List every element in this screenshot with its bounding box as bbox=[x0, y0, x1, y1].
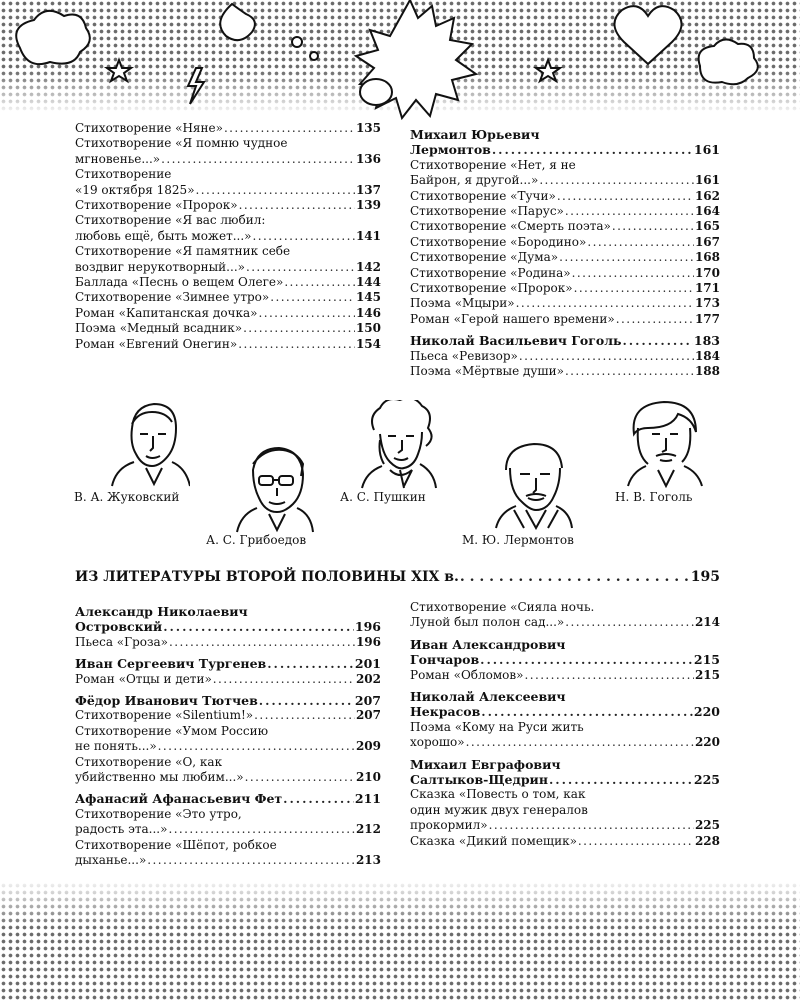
page-number: 201 bbox=[354, 656, 381, 672]
toc-entry-title: любовь ещё, быть может...» bbox=[75, 228, 252, 243]
toc-entry[interactable] bbox=[75, 136, 381, 167]
page-number: 171 bbox=[694, 281, 720, 296]
toc-entry-row bbox=[75, 739, 381, 754]
dot-small-icon bbox=[310, 52, 318, 60]
toc-entry-title: Афанасий Афанасьевич Фет bbox=[75, 791, 283, 807]
leader-dots bbox=[246, 260, 355, 275]
page-number: 144 bbox=[355, 275, 381, 290]
toc-entry-title: Байрон, я другой...» bbox=[410, 173, 539, 188]
toc-entry[interactable] bbox=[410, 158, 720, 189]
drop-icon bbox=[220, 4, 255, 40]
leader-dots bbox=[460, 569, 690, 585]
page-number: 183 bbox=[693, 333, 720, 349]
toc-entry-row bbox=[410, 772, 720, 787]
page-number: 173 bbox=[694, 296, 720, 311]
toc-entry-title: Роман «Отцы и дети» bbox=[75, 671, 212, 686]
toc-entry[interactable] bbox=[75, 807, 381, 838]
comic-shapes-decoration bbox=[0, 0, 800, 120]
leader-dots bbox=[158, 739, 355, 754]
toc-entry[interactable] bbox=[75, 213, 381, 244]
toc-entry[interactable] bbox=[75, 121, 381, 136]
toc-entry-title: Поэма «Мцыри» bbox=[410, 296, 515, 311]
toc-entry-row bbox=[75, 121, 381, 136]
toc-entry-title: Поэма «Мёртвые души» bbox=[410, 364, 564, 379]
leader-dots bbox=[267, 656, 354, 671]
toc-entry-title: Николай Васильевич Гоголь bbox=[410, 333, 622, 349]
leader-dots bbox=[489, 818, 694, 833]
leader-dots bbox=[224, 121, 355, 136]
toc-entry-title-line: Стихотворение «Я помню чудное bbox=[75, 136, 288, 151]
toc-entry-title-line: Стихотворение «Умом Россию bbox=[75, 723, 269, 738]
page-number: 220 bbox=[694, 735, 720, 750]
toc-entry-title: Стихотворение «Смерть поэта» bbox=[410, 219, 611, 234]
page-number: 162 bbox=[694, 188, 720, 203]
toc-entry-row bbox=[410, 250, 720, 265]
lightning-icon bbox=[188, 68, 204, 104]
toc-entry[interactable] bbox=[75, 321, 381, 336]
caption-gogol: Н. В. Гоголь bbox=[615, 490, 693, 504]
toc-entry-title: Стихотворение «Парус» bbox=[410, 204, 564, 219]
toc-author-heading[interactable] bbox=[410, 333, 720, 348]
toc-entry[interactable] bbox=[410, 266, 720, 281]
toc-entry-row bbox=[410, 735, 720, 750]
toc-entry-title-line: Михаил Юрьевич bbox=[410, 127, 540, 142]
toc-entry-title: Луной был полон сад...» bbox=[410, 615, 565, 630]
leader-dots bbox=[147, 853, 355, 868]
toc-entry-title: Стихотворение «Пророк» bbox=[410, 281, 573, 296]
toc-entry[interactable] bbox=[410, 189, 720, 204]
toc-entry-row bbox=[75, 672, 381, 687]
page-number: 136 bbox=[355, 151, 381, 166]
page-number: 170 bbox=[694, 265, 720, 280]
page-number: 150 bbox=[355, 321, 381, 336]
leader-dots bbox=[238, 337, 355, 352]
leader-dots bbox=[466, 735, 694, 750]
toc-entry-row bbox=[75, 229, 381, 244]
dot-icon bbox=[292, 37, 302, 47]
toc-entry-row bbox=[75, 635, 381, 650]
leader-dots bbox=[253, 229, 355, 244]
page-number: 167 bbox=[694, 234, 720, 249]
toc-entry-row bbox=[75, 853, 381, 868]
leader-dots bbox=[557, 189, 694, 204]
page-number: 214 bbox=[694, 615, 720, 630]
toc-entry-row bbox=[75, 152, 381, 167]
leader-dots bbox=[492, 142, 693, 157]
page-number: 135 bbox=[355, 121, 381, 135]
toc-entry-row bbox=[410, 296, 720, 311]
page-number: 139 bbox=[355, 198, 381, 213]
toc-entry-row bbox=[410, 312, 720, 327]
toc-entry[interactable] bbox=[410, 787, 720, 833]
toc-entry-title: Стихотворение «Родина» bbox=[410, 265, 571, 280]
toc-entry[interactable] bbox=[75, 337, 381, 352]
leader-dots bbox=[480, 652, 693, 667]
toc-entry-title-line: Стихотворение «Нет, я не bbox=[410, 157, 576, 172]
toc-author-heading[interactable] bbox=[75, 604, 381, 635]
toc-entry-title: Роман «Капитанская дочка» bbox=[75, 305, 258, 320]
toc-entry-row bbox=[410, 333, 720, 348]
leader-dots bbox=[572, 266, 694, 281]
toc-entry-title: Фёдор Иванович Тютчев bbox=[75, 693, 258, 709]
toc-entry[interactable] bbox=[410, 834, 720, 849]
toc-entry-row bbox=[410, 173, 720, 188]
halftone-bottom-fade bbox=[0, 878, 800, 928]
toc-entry-title-line: Стихотворение «О, как bbox=[75, 754, 223, 769]
toc-entry-row bbox=[75, 337, 381, 352]
leader-dots bbox=[163, 619, 354, 634]
toc-entry[interactable] bbox=[75, 635, 381, 650]
toc-entry[interactable] bbox=[410, 250, 720, 265]
page-number: 141 bbox=[355, 228, 381, 243]
leader-dots bbox=[578, 834, 694, 849]
toc-entry-row bbox=[75, 198, 381, 213]
toc-entry[interactable] bbox=[410, 235, 720, 250]
page-number: 209 bbox=[355, 739, 381, 754]
toc-entry-title-line: Александр Николаевич bbox=[75, 604, 248, 619]
page-number: 207 bbox=[355, 708, 381, 723]
toc-entry-row bbox=[75, 275, 381, 290]
page-number: 137 bbox=[355, 182, 381, 197]
gogol-portrait bbox=[624, 398, 704, 488]
toc-entry-row bbox=[410, 818, 720, 833]
leader-dots bbox=[245, 770, 355, 785]
toc-entry[interactable] bbox=[410, 668, 720, 683]
leader-dots bbox=[168, 822, 354, 837]
page-number: 142 bbox=[355, 259, 381, 274]
toc-entry[interactable] bbox=[75, 724, 381, 755]
toc-entry-title-line: Михаил Евграфович bbox=[410, 756, 561, 772]
page-number: 225 bbox=[693, 772, 720, 788]
toc-entry-title-line: один мужик двух генералов bbox=[410, 802, 588, 817]
toc-entry-row bbox=[75, 619, 381, 634]
caption-zhukovsky: В. А. Жуковский bbox=[74, 490, 180, 504]
toc-entry-title: Роман «Обломов» bbox=[410, 667, 524, 682]
toc-author-heading[interactable] bbox=[75, 656, 381, 671]
toc-entry-row bbox=[410, 652, 720, 667]
toc-entry-title: воздвиг нерукотворный...» bbox=[75, 259, 245, 274]
toc-author-heading[interactable] bbox=[410, 637, 720, 668]
toc-entry-row bbox=[410, 219, 720, 234]
toc-entry-row bbox=[410, 189, 720, 204]
star-icon bbox=[107, 60, 131, 81]
toc-entry-row bbox=[75, 306, 381, 321]
toc-entry-title: Островский bbox=[75, 619, 163, 635]
page-number: 168 bbox=[694, 250, 720, 265]
leader-dots bbox=[519, 349, 694, 364]
page-number: 161 bbox=[694, 173, 720, 188]
toc-entry[interactable] bbox=[410, 219, 720, 234]
toc-entry-title: Стихотворение «Зимнее утро» bbox=[75, 290, 270, 305]
leader-dots bbox=[623, 333, 693, 348]
toc-entry-row bbox=[75, 770, 381, 785]
leader-dots bbox=[258, 306, 354, 321]
page-number: 210 bbox=[355, 770, 381, 785]
toc-entry-row bbox=[410, 235, 720, 250]
star-right-icon bbox=[536, 60, 560, 81]
toc-entry[interactable] bbox=[75, 708, 381, 723]
toc-entry-title-line: Николай Алексеевич bbox=[410, 689, 566, 705]
toc-entry-title: Баллада «Песнь о вещем Олеге» bbox=[75, 275, 284, 290]
toc-entry-row bbox=[410, 615, 720, 630]
toc-entry-title-line: Стихотворение «Я памятник себе bbox=[75, 244, 291, 259]
toc-entry[interactable] bbox=[75, 755, 381, 786]
toc-entry-row bbox=[410, 266, 720, 281]
cloud-small-icon bbox=[699, 39, 758, 84]
griboedov-portrait bbox=[235, 444, 315, 534]
toc-entry[interactable] bbox=[75, 244, 381, 275]
page-number: 164 bbox=[694, 204, 720, 219]
toc-entry[interactable] bbox=[75, 167, 381, 198]
page-number: 202 bbox=[355, 671, 381, 686]
page-number: 161 bbox=[693, 142, 720, 158]
leader-dots bbox=[254, 708, 355, 723]
toc-author-heading[interactable] bbox=[410, 757, 720, 788]
toc-entry[interactable] bbox=[410, 364, 720, 379]
leader-dots bbox=[525, 668, 694, 683]
leader-dots bbox=[213, 672, 355, 687]
toc-entry-title: радость эта...» bbox=[75, 822, 168, 837]
toc-entry-title: Стихотворение «Дума» bbox=[410, 250, 559, 265]
toc-author-heading[interactable] bbox=[410, 127, 720, 158]
toc-entry-row bbox=[75, 693, 381, 708]
toc-entry-title: прокормил» bbox=[410, 818, 488, 833]
leader-dots bbox=[243, 321, 355, 336]
toc-entry-row bbox=[75, 260, 381, 275]
toc-entry-title-line: Стихотворение «Сияла ночь. bbox=[410, 600, 595, 614]
page-number: 188 bbox=[694, 364, 720, 379]
toc-entry-title: Салтыков-Щедрин bbox=[410, 772, 548, 788]
toc-entry-row bbox=[75, 183, 381, 198]
leader-dots bbox=[239, 198, 355, 213]
toc-entry-row bbox=[75, 791, 381, 806]
page-number: 228 bbox=[694, 833, 720, 848]
leader-dots bbox=[549, 772, 693, 787]
leader-dots bbox=[516, 296, 694, 311]
toc-entry-title: мгновенье...» bbox=[75, 151, 161, 166]
toc-entry-title: Сказка «Дикий помещик» bbox=[410, 833, 577, 848]
toc-entry-row bbox=[75, 290, 381, 305]
leader-dots bbox=[574, 281, 694, 296]
toc-entry-row bbox=[410, 281, 720, 296]
toc-entry-title: Стихотворение «Silentium!» bbox=[75, 708, 254, 723]
leader-dots bbox=[565, 364, 694, 379]
section-title-row[interactable] bbox=[75, 569, 720, 585]
toc-entry[interactable] bbox=[75, 275, 381, 290]
page-number: 213 bbox=[355, 853, 381, 868]
toc-column-1 bbox=[75, 121, 381, 352]
leader-dots bbox=[616, 312, 694, 327]
page-number: 225 bbox=[694, 818, 720, 833]
toc-entry[interactable] bbox=[75, 838, 381, 869]
toc-entry-title: Стихотворение «Тучи» bbox=[410, 188, 556, 203]
toc-entry-row bbox=[75, 656, 381, 671]
toc-entry[interactable] bbox=[410, 349, 720, 364]
page-number: 211 bbox=[354, 791, 381, 807]
toc-entry-row bbox=[410, 704, 720, 719]
toc-entry-title: Роман «Евгений Онегин» bbox=[75, 336, 238, 351]
toc-entry-title-line: Стихотворение «Я вас любил: bbox=[75, 213, 266, 228]
toc-column-3 bbox=[75, 598, 381, 869]
leader-dots bbox=[270, 290, 355, 305]
toc-entry-title: Пьеса «Гроза» bbox=[75, 634, 169, 649]
toc-entry-row bbox=[410, 364, 720, 379]
toc-entry-title: Гончаров bbox=[410, 652, 480, 668]
toc-entry[interactable] bbox=[410, 720, 720, 751]
toc-author-heading[interactable] bbox=[410, 689, 720, 720]
toc-entry-title: «19 октября 1825» bbox=[75, 182, 195, 197]
toc-author-heading[interactable] bbox=[75, 791, 381, 806]
toc-entry[interactable] bbox=[410, 281, 720, 296]
leader-dots bbox=[161, 152, 355, 167]
toc-entry-row bbox=[410, 668, 720, 683]
section-page-number: 195 bbox=[690, 569, 720, 585]
page-number: 196 bbox=[355, 634, 381, 649]
toc-entry-row bbox=[75, 708, 381, 723]
leader-dots bbox=[284, 275, 355, 290]
leader-dots bbox=[565, 204, 694, 219]
page-number: 177 bbox=[694, 311, 720, 326]
toc-entry[interactable] bbox=[410, 296, 720, 311]
leader-dots bbox=[559, 250, 694, 265]
section-title: ИЗ ЛИТЕРАТУРЫ ВТОРОЙ ПОЛОВИНЫ XIX в. bbox=[75, 569, 459, 585]
toc-entry-title: Пьеса «Ревизор» bbox=[410, 348, 518, 363]
caption-pushkin: А. С. Пушкин bbox=[340, 490, 426, 504]
page-number: 207 bbox=[354, 693, 381, 709]
toc-entry-title: Стихотворение «Няне» bbox=[75, 121, 223, 135]
page-number: 215 bbox=[693, 652, 720, 668]
toc-entry-title: Роман «Герой нашего времени» bbox=[410, 311, 615, 326]
zhukovsky-portrait bbox=[110, 398, 190, 488]
leader-dots bbox=[283, 791, 354, 806]
toc-entry-title: Стихотворение «Бородино» bbox=[410, 234, 587, 249]
leader-dots bbox=[539, 173, 694, 188]
toc-entry[interactable] bbox=[410, 204, 720, 219]
caption-griboedov: А. С. Грибоедов bbox=[206, 533, 307, 547]
toc-entry-title-line: Стихотворение bbox=[75, 167, 172, 182]
heart-icon bbox=[614, 6, 681, 64]
bubble-icon bbox=[360, 79, 392, 105]
page-number: 196 bbox=[354, 619, 381, 635]
toc-entry-title: Поэма «Медный всадник» bbox=[75, 321, 243, 336]
toc-entry[interactable] bbox=[75, 198, 381, 213]
toc-entry-title: убийственно мы любим...» bbox=[75, 770, 244, 785]
toc-entry-title: Стихотворение «Пророк» bbox=[75, 198, 238, 213]
toc-entry[interactable] bbox=[75, 306, 381, 321]
cloud-icon bbox=[16, 11, 90, 64]
page-number: 215 bbox=[694, 667, 720, 682]
pushkin-portrait bbox=[360, 400, 440, 490]
toc-author-heading[interactable] bbox=[75, 693, 381, 708]
toc-entry-title-line: Сказка «Повесть о том, как bbox=[410, 787, 586, 802]
toc-entry-row bbox=[410, 834, 720, 849]
toc-entry-row bbox=[410, 204, 720, 219]
page-number: 154 bbox=[355, 336, 381, 351]
leader-dots bbox=[169, 635, 355, 650]
page-number: 165 bbox=[694, 219, 720, 234]
toc-entry[interactable] bbox=[410, 312, 720, 327]
toc-entry[interactable] bbox=[75, 672, 381, 687]
toc-entry-title: Иван Сергеевич Тургенев bbox=[75, 656, 267, 672]
leader-dots bbox=[196, 183, 355, 198]
toc-entry-title: Лермонтов bbox=[410, 142, 491, 158]
toc-entry-title: дыханье...» bbox=[75, 853, 147, 868]
toc-entry[interactable] bbox=[410, 600, 720, 631]
page-number: 146 bbox=[355, 305, 381, 320]
toc-entry-row bbox=[75, 321, 381, 336]
page-number: 145 bbox=[355, 290, 381, 305]
toc-entry-row bbox=[410, 349, 720, 364]
toc-entry-title-line: Стихотворение «Это утро, bbox=[75, 806, 242, 821]
leader-dots bbox=[565, 615, 694, 630]
page-number: 184 bbox=[694, 348, 720, 363]
toc-column-4 bbox=[410, 600, 720, 849]
toc-entry-title: хорошо» bbox=[410, 735, 465, 750]
toc-entry-title-line: Иван Александрович bbox=[410, 636, 566, 652]
toc-entry[interactable] bbox=[75, 290, 381, 305]
toc-entry-title-line: Стихотворение «Шёпот, робкое bbox=[75, 837, 277, 852]
leader-dots bbox=[481, 704, 693, 719]
toc-entry-title-line: Поэма «Кому на Руси жить bbox=[410, 719, 584, 734]
toc-column-2 bbox=[410, 121, 720, 380]
lermontov-portrait bbox=[494, 440, 574, 530]
leader-dots bbox=[587, 235, 694, 250]
leader-dots bbox=[612, 219, 694, 234]
caption-lermontov: М. Ю. Лермонтов bbox=[462, 533, 574, 547]
toc-entry-title: не понять...» bbox=[75, 739, 157, 754]
page-number: 220 bbox=[693, 704, 720, 720]
toc-entry-row bbox=[410, 142, 720, 157]
toc-entry-row bbox=[75, 822, 381, 837]
page-number: 212 bbox=[355, 822, 381, 837]
leader-dots bbox=[259, 693, 354, 708]
toc-entry-title: Некрасов bbox=[410, 704, 481, 720]
